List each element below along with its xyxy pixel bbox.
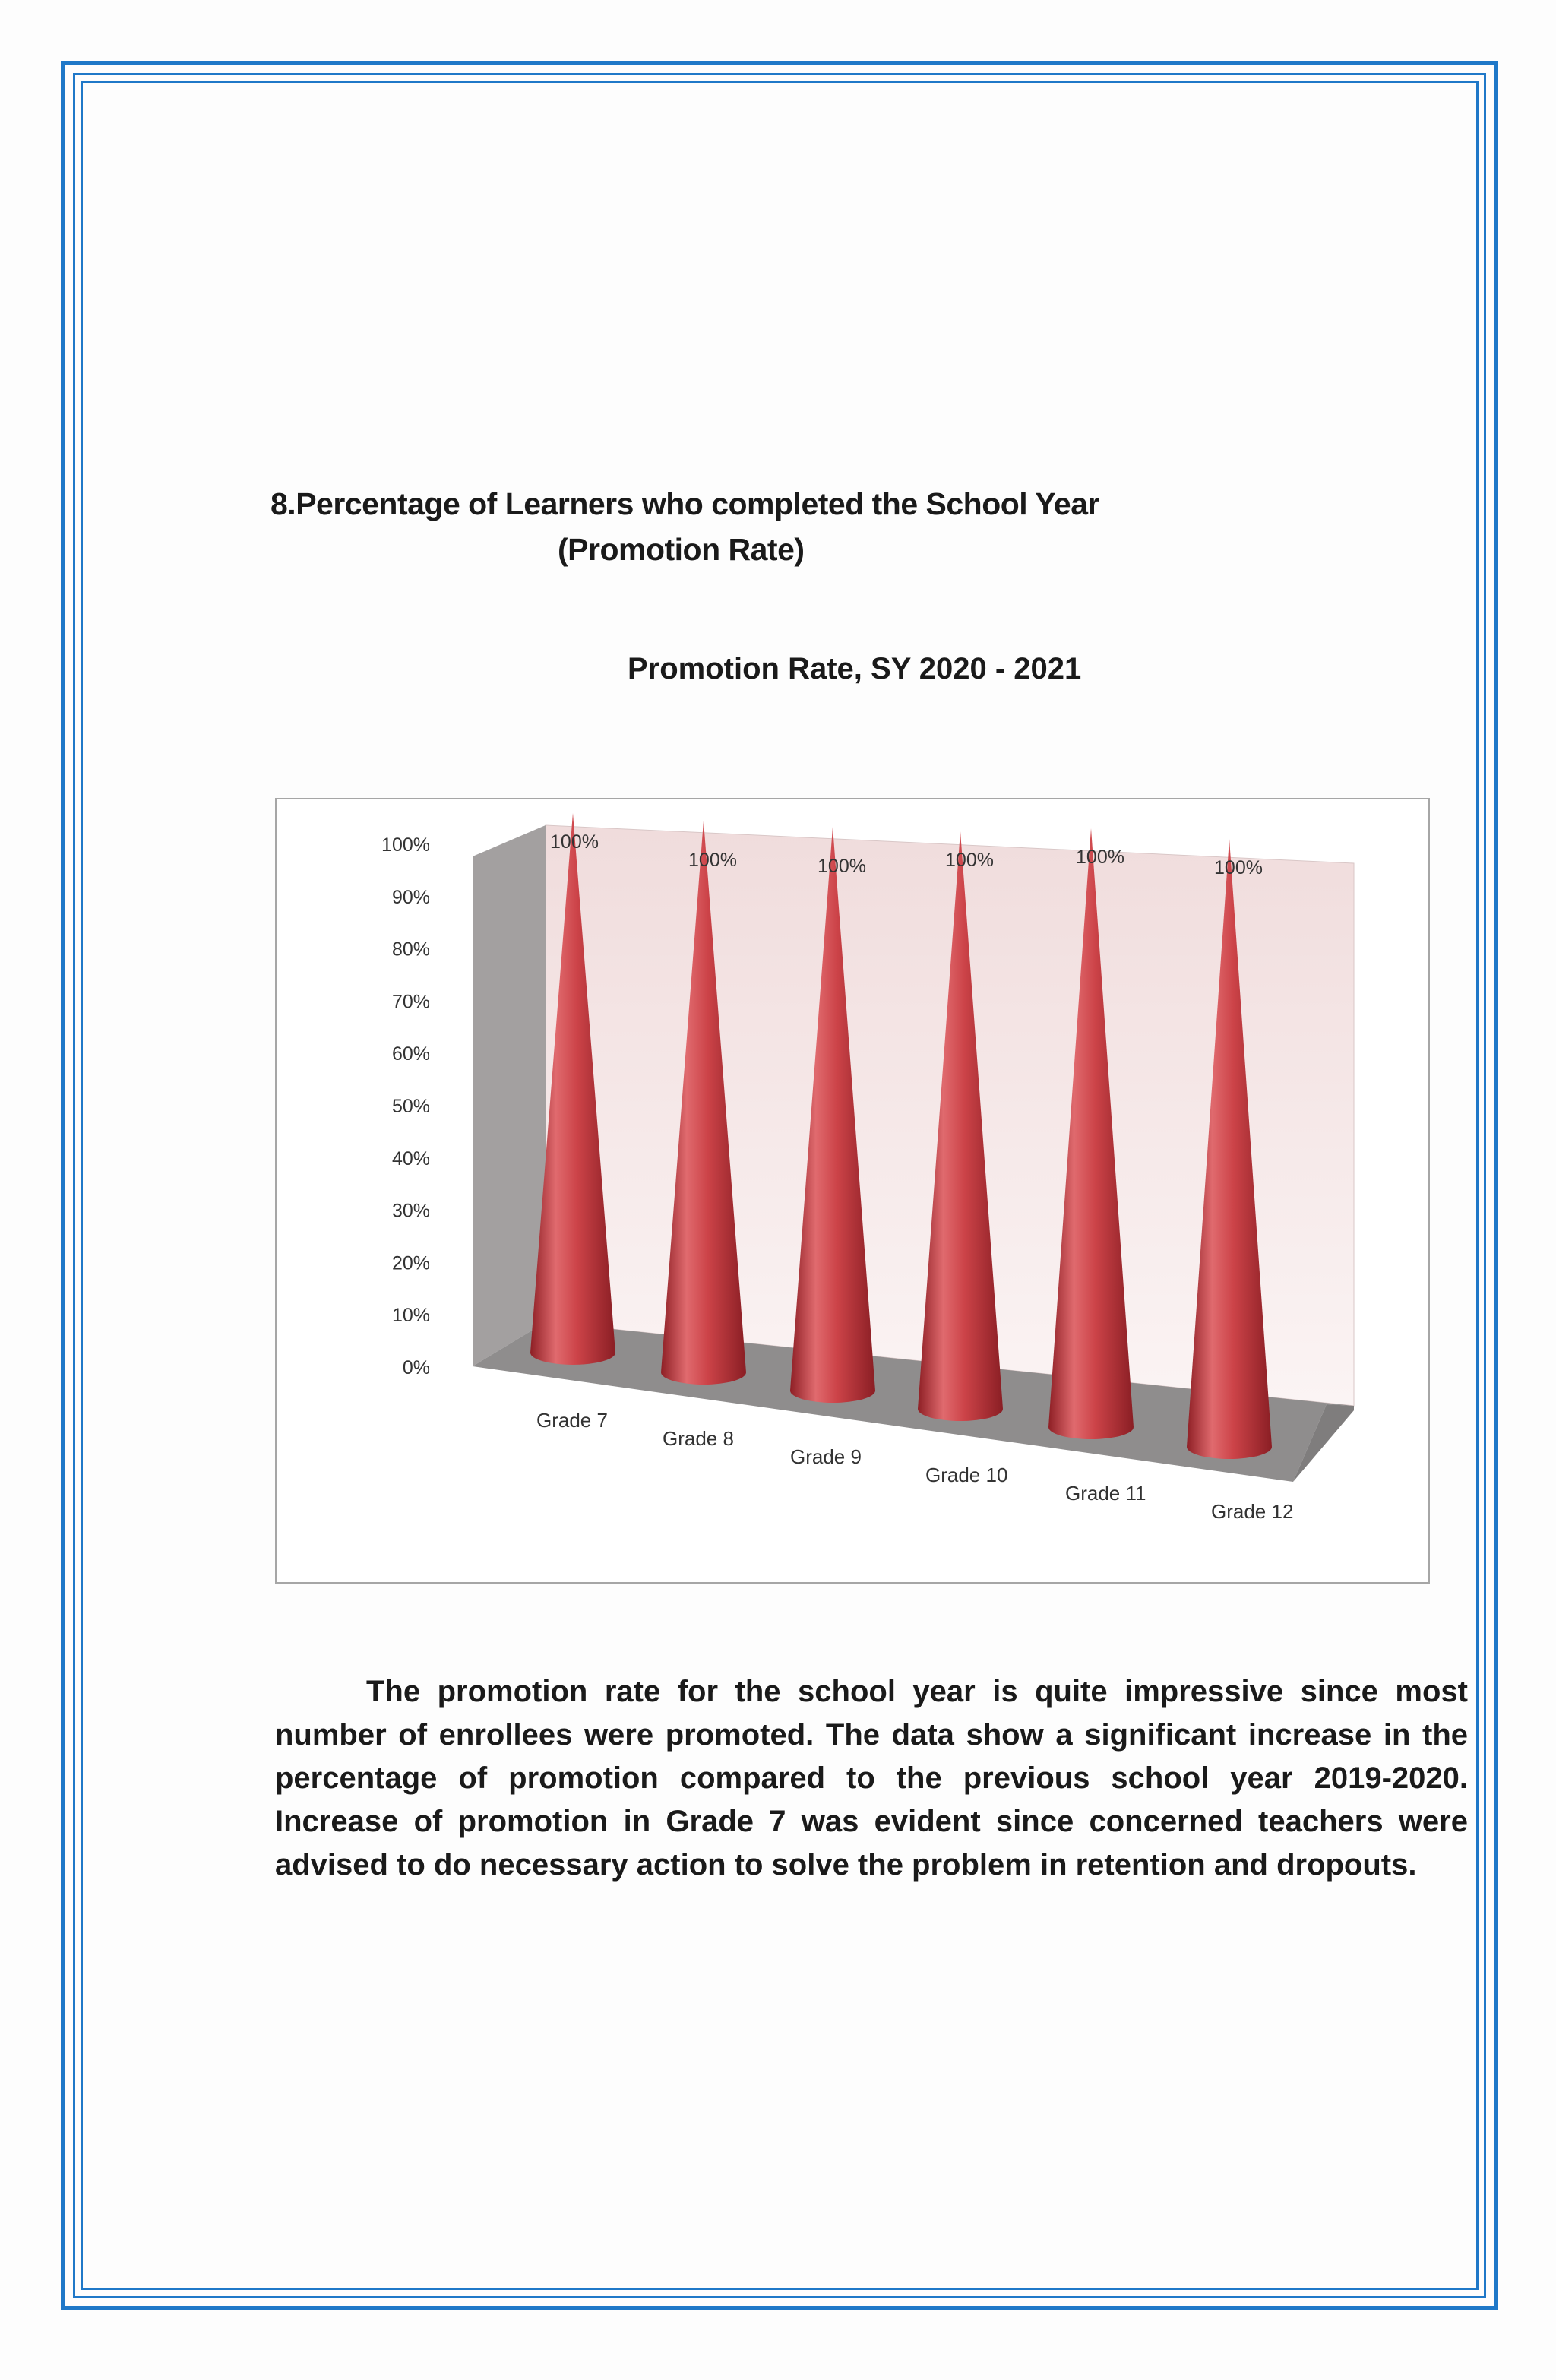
data-label: 100% <box>818 856 866 877</box>
y-tick-label: 60% <box>391 1043 430 1065</box>
y-tick-label: 70% <box>391 991 430 1013</box>
y-tick-label: 100% <box>381 834 430 856</box>
y-tick-label: 40% <box>391 1147 430 1169</box>
data-label: 100% <box>1076 847 1124 868</box>
chart-side-wall <box>473 825 546 1366</box>
data-label: 100% <box>550 831 599 853</box>
data-label: 100% <box>945 850 994 871</box>
y-tick-label: 30% <box>391 1200 430 1222</box>
section-subheading: (Promotion Rate) <box>558 532 805 567</box>
y-tick-label: 20% <box>391 1252 430 1274</box>
y-tick-label: 80% <box>391 938 430 961</box>
analysis-paragraph: The promotion rate for the school year is quite impressive since most number of enrollees were promoted. The data show a significant increase in the percentage of promotion compared to the previous school year 2019-2020. Increase of promotion in Grade 7 was evident since concerned teachers were advised to do necessary action to solve the problem in retention and dropouts. <box>275 1675 1468 1882</box>
y-tick-label: 90% <box>391 886 430 908</box>
data-label: 100% <box>688 850 737 871</box>
x-category-label: Grade 9 <box>790 1445 862 1468</box>
y-tick-label: 10% <box>391 1305 430 1327</box>
chart-title: Promotion Rate, SY 2020 - 2021 <box>628 652 1082 685</box>
data-label: 100% <box>1214 857 1263 878</box>
promotion-rate-chart <box>275 798 1430 1584</box>
x-category-label: Grade 8 <box>663 1427 734 1450</box>
section-heading: 8.Percentage of Learners who completed the School Year <box>270 486 1099 521</box>
x-category-label: Grade 11 <box>1065 1482 1146 1505</box>
x-category-label: Grade 7 <box>536 1409 608 1432</box>
x-category-label: Grade 12 <box>1211 1500 1294 1523</box>
y-tick-label: 50% <box>391 1096 430 1117</box>
x-category-label: Grade 10 <box>925 1464 1008 1486</box>
y-tick-label: 0% <box>402 1357 430 1378</box>
